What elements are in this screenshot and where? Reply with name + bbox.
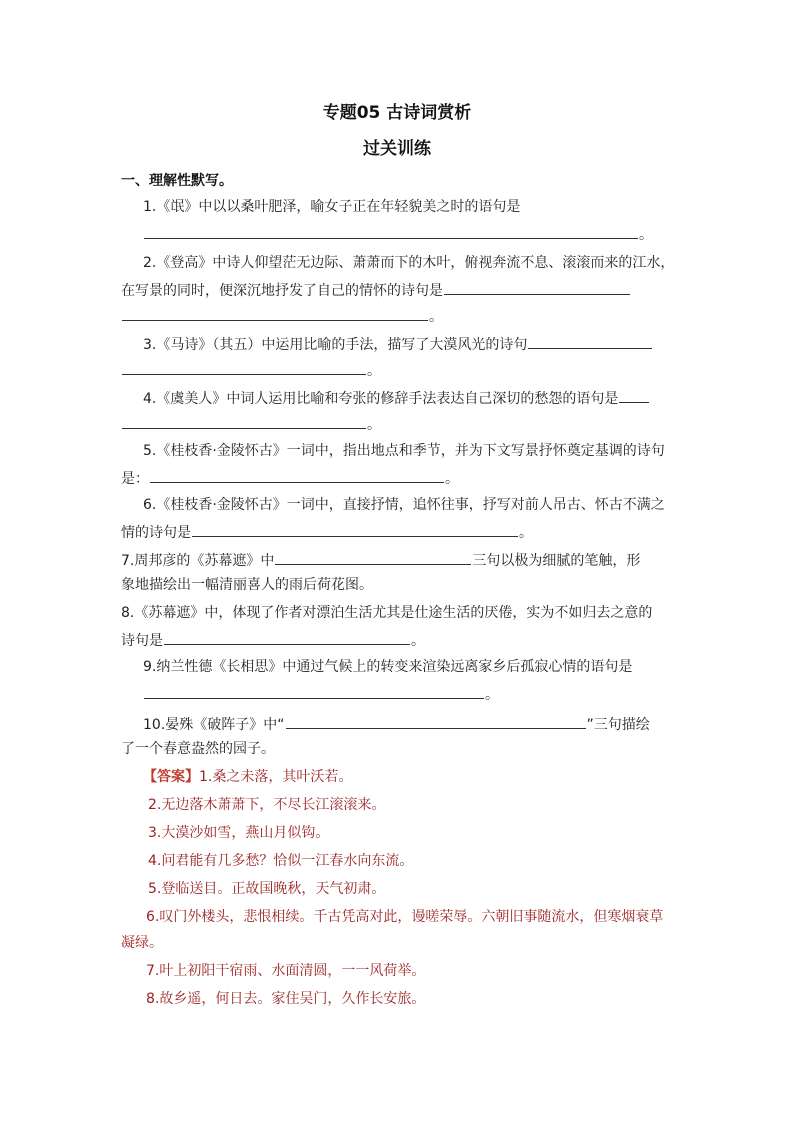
answer-blank[interactable] (122, 360, 366, 375)
answer-blank[interactable] (275, 550, 471, 565)
answer-blank[interactable] (192, 522, 518, 537)
question-text: 9.纳兰性德《长相思》中通过气候上的转变来渲染远离家乡后孤寂心情的语句是 (143, 659, 633, 675)
answer-6: 6.叹门外楼头，悲恨相续。千古凭高对此，谩嗟荣辱。六朝旧事随流水，但寒烟衰草 (146, 909, 664, 925)
question-4 (143, 388, 650, 408)
question-2 (143, 254, 674, 272)
answer-blank[interactable] (619, 388, 649, 403)
question-text: 8.《苏幕遮》中，体现了作者对漂泊生活尤其是仕途生活的厌倦，实为不如归去之意的 (121, 605, 653, 621)
question-7: 7.周邦彦的《苏幕遮》中 三句以极为细腻的笔触，形 (121, 550, 640, 570)
question-text: 10.晏殊《破阵子》中“ (143, 717, 285, 733)
question-9 (143, 658, 632, 676)
answer-blank[interactable] (144, 684, 484, 699)
answer-blank[interactable] (444, 280, 630, 295)
answer-tag: 【答案】 (143, 769, 199, 785)
question-text: 诗句是 (121, 633, 163, 649)
answer-blank[interactable] (144, 224, 638, 239)
answer-line-9: 。 (143, 684, 499, 704)
answer-1: 【答案】1.桑之未落，其叶沃若。 (143, 769, 353, 785)
question-10-cont (121, 740, 275, 758)
question-text: 4.《虞美人》中词人运用比喻和夸张的修辞手法表达自己深切的愁怨的语句是 (143, 391, 619, 407)
page-subtitle: 过关训练 (363, 139, 431, 159)
answer-8: 8.故乡遥，何日去。家住吴门，久作长安旅。 (146, 991, 426, 1007)
answer-line-2: 。 (121, 306, 443, 326)
question-text: 了一个春意盎然的园子。 (121, 741, 275, 757)
answer-2: 2.无边落木萧萧下，不尽长江滚滚来。 (148, 797, 386, 813)
question-text: 7.周邦彦的《苏幕遮》中 (121, 553, 275, 569)
answer-3: 3.大漠沙如雪，燕山月似钩。 (148, 825, 330, 841)
answer-line-1: 。 (143, 224, 653, 244)
question-6-cont: 情的诗句是 。 (121, 522, 533, 542)
question-text: 是： (121, 471, 149, 487)
answer-blank[interactable] (286, 714, 586, 729)
question-text: 6.《桂枝香·金陵怀古》一词中，直接抒情，追怀往事，抒写对前人吊古、怀古不满之 (143, 497, 665, 513)
answer-line-4: 。 (121, 414, 381, 434)
answer-blank[interactable] (122, 306, 428, 321)
question-text: 情的诗句是 (121, 525, 191, 541)
answer-5: 5.登临送目。正故国晚秋，天气初肃。 (148, 881, 386, 897)
answer-blank[interactable] (122, 414, 366, 429)
question-text: 象地描绘出一幅清丽喜人的雨后荷花图。 (121, 577, 373, 593)
question-3 (143, 334, 653, 354)
question-text: 在写景的同时，便深沉地抒发了自己的情怀的诗句是 (121, 283, 443, 299)
question-7-cont (121, 576, 373, 594)
question-8 (121, 604, 652, 622)
question-6 (143, 496, 665, 514)
question-1 (143, 198, 520, 216)
answer-blank[interactable] (164, 630, 410, 645)
question-text: 5.《桂枝香·金陵怀古》一词中，指出地点和季节，并为下文写景抒怀奠定基调的诗句 (143, 443, 665, 459)
question-8-cont: 诗句是 。 (121, 630, 425, 650)
question-text: 3.《马诗》（其五）中运用比喻的手法，描写了大漠风光的诗句 (143, 337, 528, 353)
question-5 (143, 442, 665, 460)
question-5-cont: 是： 。 (121, 468, 459, 488)
answer-4: 4.问君能有几多愁？恰似一江春水向东流。 (148, 853, 414, 869)
section-heading: 一、理解性默写。 (121, 173, 233, 189)
answer-6-cont: 凝绿。 (121, 935, 163, 951)
question-10: 10.晏殊《破阵子》中“ ”三句描绘 (143, 714, 650, 734)
question-text: 2.《登高》中诗人仰望茫无边际、萧萧而下的木叶，俯视奔流不息、滚滚而来的江水， (143, 255, 675, 271)
answer-blank[interactable] (150, 468, 444, 483)
answer-blank[interactable] (528, 334, 652, 349)
question-2-cont (121, 280, 631, 300)
answer-line-3: 。 (121, 360, 381, 380)
question-text: 1.《氓》中以以桑叶肥泽，喻女子正在年轻貌美之时的语句是 (143, 199, 521, 215)
answer-7: 7.叶上初阳干宿雨、水面清圆，一一风荷举。 (146, 963, 426, 979)
page-title: 专题05 古诗词赏析 (322, 103, 472, 123)
